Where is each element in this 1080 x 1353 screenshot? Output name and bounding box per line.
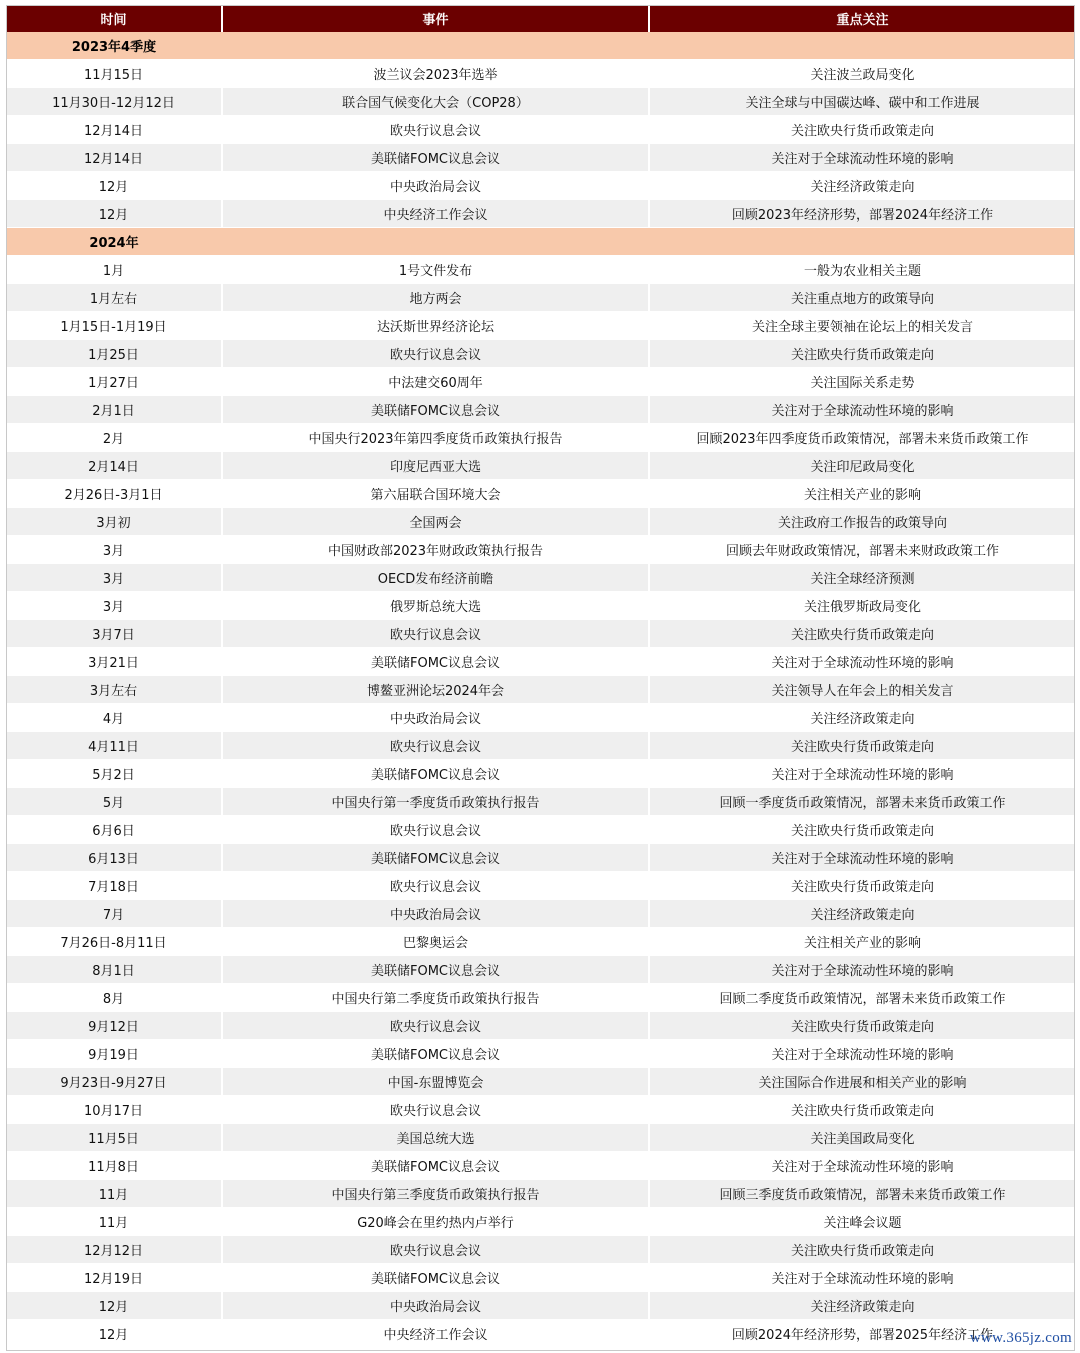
cell-event: 中央政治局会议 xyxy=(222,1292,649,1320)
section-label: 2023年4季度 xyxy=(6,32,222,60)
table-row xyxy=(6,620,1075,648)
cell-focus: 关注对于全球流动性环境的影响 xyxy=(649,144,1075,172)
cell-time: 3月7日 xyxy=(6,620,222,648)
table-row xyxy=(6,312,1075,340)
cell-time: 11月15日 xyxy=(6,60,222,88)
cell-event: 波兰议会2023年选举 xyxy=(222,60,649,88)
cell-event: 中法建交60周年 xyxy=(222,368,649,396)
cell-time: 11月 xyxy=(6,1180,222,1208)
table-row xyxy=(6,1096,1075,1124)
table-row xyxy=(6,732,1075,760)
cell-focus: 一般为农业相关主题 xyxy=(649,256,1075,284)
cell-time: 12月 xyxy=(6,1320,222,1348)
cell-event: 欧央行议息会议 xyxy=(222,872,649,900)
cell-focus: 关注经济政策走向 xyxy=(649,172,1075,200)
header-focus: 重点关注 xyxy=(649,5,1075,32)
cell-focus: 关注欧央行货币政策走向 xyxy=(649,116,1075,144)
section-empty-cell xyxy=(222,228,649,256)
cell-time: 5月 xyxy=(6,788,222,816)
section-empty-cell xyxy=(649,228,1075,256)
cell-focus: 关注对于全球流动性环境的影响 xyxy=(649,844,1075,872)
cell-focus: 关注欧央行货币政策走向 xyxy=(649,872,1075,900)
cell-event: 美联储FOMC议息会议 xyxy=(222,648,649,676)
table-row xyxy=(6,256,1075,284)
cell-event: 欧央行议息会议 xyxy=(222,620,649,648)
cell-event: 地方两会 xyxy=(222,284,649,312)
cell-focus: 回顾一季度货币政策情况，部署未来货币政策工作 xyxy=(649,788,1075,816)
cell-time: 8月1日 xyxy=(6,956,222,984)
cell-time: 1月15日-1月19日 xyxy=(6,312,222,340)
cell-event: 中国财政部2023年财政政策执行报告 xyxy=(222,536,649,564)
cell-focus: 关注相关产业的影响 xyxy=(649,480,1075,508)
table-row xyxy=(6,1152,1075,1180)
table-row xyxy=(6,872,1075,900)
table-row xyxy=(6,788,1075,816)
table-row xyxy=(6,1208,1075,1236)
cell-focus: 关注欧央行货币政策走向 xyxy=(649,340,1075,368)
cell-time: 3月 xyxy=(6,536,222,564)
table-row xyxy=(6,368,1075,396)
cell-time: 5月2日 xyxy=(6,760,222,788)
table-row xyxy=(6,1292,1075,1320)
section-label: 2024年 xyxy=(6,228,222,256)
cell-event: 达沃斯世界经济论坛 xyxy=(222,312,649,340)
cell-event: 欧央行议息会议 xyxy=(222,816,649,844)
cell-event: 欧央行议息会议 xyxy=(222,116,649,144)
cell-focus: 回顾2023年四季度货币政策情况，部署未来货币政策工作 xyxy=(649,424,1075,452)
cell-time: 3月左右 xyxy=(6,676,222,704)
event-calendar-table xyxy=(6,5,1075,1348)
cell-focus: 关注经济政策走向 xyxy=(649,704,1075,732)
cell-time: 3月 xyxy=(6,592,222,620)
cell-focus: 关注全球主要领袖在论坛上的相关发言 xyxy=(649,312,1075,340)
cell-focus: 回顾二季度货币政策情况，部署未来货币政策工作 xyxy=(649,984,1075,1012)
table-row xyxy=(6,1068,1075,1096)
cell-time: 3月 xyxy=(6,564,222,592)
section-row xyxy=(6,228,1075,256)
cell-focus: 回顾去年财政政策情况，部署未来财政政策工作 xyxy=(649,536,1075,564)
header-event: 事件 xyxy=(222,5,649,32)
cell-time: 12月12日 xyxy=(6,1236,222,1264)
cell-event: 中国央行第一季度货币政策执行报告 xyxy=(222,788,649,816)
cell-focus: 关注美国政局变化 xyxy=(649,1124,1075,1152)
cell-time: 10月17日 xyxy=(6,1096,222,1124)
cell-event: G20峰会在里约热内卢举行 xyxy=(222,1208,649,1236)
table-row xyxy=(6,760,1075,788)
table-row xyxy=(6,564,1075,592)
cell-focus: 关注对于全球流动性环境的影响 xyxy=(649,760,1075,788)
table-row xyxy=(6,844,1075,872)
cell-event: 中央经济工作会议 xyxy=(222,1320,649,1348)
cell-event: 欧央行议息会议 xyxy=(222,1236,649,1264)
cell-focus: 关注重点地方的政策导向 xyxy=(649,284,1075,312)
cell-event: 中国-东盟博览会 xyxy=(222,1068,649,1096)
cell-event: 美联储FOMC议息会议 xyxy=(222,1040,649,1068)
cell-event: 联合国气候变化大会（COP28） xyxy=(222,88,649,116)
header-row xyxy=(6,5,1075,32)
cell-focus: 关注峰会议题 xyxy=(649,1208,1075,1236)
cell-event: 美联储FOMC议息会议 xyxy=(222,1264,649,1292)
cell-event: 欧央行议息会议 xyxy=(222,732,649,760)
cell-time: 11月8日 xyxy=(6,1152,222,1180)
table-row xyxy=(6,1124,1075,1152)
section-empty-cell xyxy=(649,32,1075,60)
table-row xyxy=(6,452,1075,480)
cell-focus: 关注领导人在年会上的相关发言 xyxy=(649,676,1075,704)
cell-event: 第六届联合国环境大会 xyxy=(222,480,649,508)
cell-time: 9月23日-9月27日 xyxy=(6,1068,222,1096)
cell-event: 美联储FOMC议息会议 xyxy=(222,144,649,172)
cell-event: 欧央行议息会议 xyxy=(222,1012,649,1040)
cell-time: 12月14日 xyxy=(6,116,222,144)
table-row xyxy=(6,536,1075,564)
cell-event: 中国央行2023年第四季度货币政策执行报告 xyxy=(222,424,649,452)
cell-focus: 关注欧央行货币政策走向 xyxy=(649,620,1075,648)
cell-focus: 关注对于全球流动性环境的影响 xyxy=(649,1040,1075,1068)
cell-time: 2月26日-3月1日 xyxy=(6,480,222,508)
cell-focus: 关注对于全球流动性环境的影响 xyxy=(649,956,1075,984)
cell-time: 2月1日 xyxy=(6,396,222,424)
cell-time: 12月14日 xyxy=(6,144,222,172)
table-row xyxy=(6,1264,1075,1292)
watermark: www.365jz.com xyxy=(969,1330,1072,1346)
cell-time: 1月左右 xyxy=(6,284,222,312)
cell-event: 1号文件发布 xyxy=(222,256,649,284)
cell-focus: 关注欧央行货币政策走向 xyxy=(649,1236,1075,1264)
cell-event: 美国总统大选 xyxy=(222,1124,649,1152)
table-row xyxy=(6,984,1075,1012)
table-row xyxy=(6,284,1075,312)
table-row xyxy=(6,592,1075,620)
cell-time: 1月27日 xyxy=(6,368,222,396)
table-row xyxy=(6,1040,1075,1068)
cell-event: 中国央行第三季度货币政策执行报告 xyxy=(222,1180,649,1208)
cell-time: 6月13日 xyxy=(6,844,222,872)
cell-time: 3月初 xyxy=(6,508,222,536)
cell-focus: 关注全球与中国碳达峰、碳中和工作进展 xyxy=(649,88,1075,116)
section-row xyxy=(6,32,1075,60)
cell-focus: 关注国际关系走势 xyxy=(649,368,1075,396)
cell-focus: 关注经济政策走向 xyxy=(649,1292,1075,1320)
header-time: 时间 xyxy=(6,5,222,32)
table-row xyxy=(6,1180,1075,1208)
table-row xyxy=(6,424,1075,452)
table-row xyxy=(6,144,1075,172)
table-row xyxy=(6,676,1075,704)
cell-focus: 关注欧央行货币政策走向 xyxy=(649,816,1075,844)
table-row xyxy=(6,88,1075,116)
cell-time: 6月6日 xyxy=(6,816,222,844)
cell-event: 美联储FOMC议息会议 xyxy=(222,760,649,788)
cell-focus: 关注波兰政局变化 xyxy=(649,60,1075,88)
cell-event: 美联储FOMC议息会议 xyxy=(222,1152,649,1180)
cell-focus: 关注全球经济预测 xyxy=(649,564,1075,592)
cell-focus: 回顾2023年经济形势，部署2024年经济工作 xyxy=(649,200,1075,228)
cell-event: 美联储FOMC议息会议 xyxy=(222,844,649,872)
cell-event: 巴黎奥运会 xyxy=(222,928,649,956)
table-row xyxy=(6,1320,1075,1348)
cell-time: 7月26日-8月11日 xyxy=(6,928,222,956)
cell-focus: 关注政府工作报告的政策导向 xyxy=(649,508,1075,536)
section-empty-cell xyxy=(222,32,649,60)
cell-event: 欧央行议息会议 xyxy=(222,340,649,368)
table-row xyxy=(6,956,1075,984)
table-row xyxy=(6,900,1075,928)
cell-time: 12月19日 xyxy=(6,1264,222,1292)
cell-event: 博鳌亚洲论坛2024年会 xyxy=(222,676,649,704)
cell-time: 7月 xyxy=(6,900,222,928)
cell-event: 中央经济工作会议 xyxy=(222,200,649,228)
table-row xyxy=(6,1012,1075,1040)
cell-focus: 关注印尼政局变化 xyxy=(649,452,1075,480)
cell-focus: 关注对于全球流动性环境的影响 xyxy=(649,1152,1075,1180)
cell-event: 印度尼西亚大选 xyxy=(222,452,649,480)
cell-time: 12月 xyxy=(6,172,222,200)
table-row xyxy=(6,200,1075,228)
cell-event: 全国两会 xyxy=(222,508,649,536)
cell-event: 中央政治局会议 xyxy=(222,900,649,928)
cell-time: 1月 xyxy=(6,256,222,284)
cell-focus: 关注对于全球流动性环境的影响 xyxy=(649,648,1075,676)
cell-focus: 关注相关产业的影响 xyxy=(649,928,1075,956)
table-row xyxy=(6,172,1075,200)
cell-time: 9月12日 xyxy=(6,1012,222,1040)
cell-focus: 关注经济政策走向 xyxy=(649,900,1075,928)
table-row xyxy=(6,116,1075,144)
cell-time: 4月 xyxy=(6,704,222,732)
cell-time: 11月5日 xyxy=(6,1124,222,1152)
cell-event: 欧央行议息会议 xyxy=(222,1096,649,1124)
cell-time: 3月21日 xyxy=(6,648,222,676)
cell-event: 俄罗斯总统大选 xyxy=(222,592,649,620)
table-row xyxy=(6,508,1075,536)
cell-focus: 回顾三季度货币政策情况，部署未来货币政策工作 xyxy=(649,1180,1075,1208)
cell-time: 11月 xyxy=(6,1208,222,1236)
cell-focus: 回顾2024年经济形势，部署2025年经济工作 xyxy=(649,1320,1075,1348)
table-row xyxy=(6,816,1075,844)
cell-focus: 关注俄罗斯政局变化 xyxy=(649,592,1075,620)
cell-time: 2月 xyxy=(6,424,222,452)
cell-time: 12月 xyxy=(6,200,222,228)
cell-event: 中央政治局会议 xyxy=(222,172,649,200)
table-row xyxy=(6,340,1075,368)
cell-focus: 关注对于全球流动性环境的影响 xyxy=(649,396,1075,424)
cell-event: 美联储FOMC议息会议 xyxy=(222,956,649,984)
cell-time: 1月25日 xyxy=(6,340,222,368)
cell-focus: 关注欧央行货币政策走向 xyxy=(649,732,1075,760)
cell-time: 9月19日 xyxy=(6,1040,222,1068)
cell-focus: 关注欧央行货币政策走向 xyxy=(649,1096,1075,1124)
table-row xyxy=(6,60,1075,88)
cell-event: 美联储FOMC议息会议 xyxy=(222,396,649,424)
cell-focus: 关注国际合作进展和相关产业的影响 xyxy=(649,1068,1075,1096)
table-row xyxy=(6,704,1075,732)
table-row xyxy=(6,1236,1075,1264)
cell-time: 8月 xyxy=(6,984,222,1012)
cell-time: 4月11日 xyxy=(6,732,222,760)
cell-focus: 关注欧央行货币政策走向 xyxy=(649,1012,1075,1040)
cell-event: 中国央行第二季度货币政策执行报告 xyxy=(222,984,649,1012)
table-row xyxy=(6,648,1075,676)
table-row xyxy=(6,480,1075,508)
cell-event: 中央政治局会议 xyxy=(222,704,649,732)
cell-focus: 关注对于全球流动性环境的影响 xyxy=(649,1264,1075,1292)
table-row xyxy=(6,396,1075,424)
cell-time: 2月14日 xyxy=(6,452,222,480)
cell-time: 7月18日 xyxy=(6,872,222,900)
cell-event: OECD发布经济前瞻 xyxy=(222,564,649,592)
cell-time: 12月 xyxy=(6,1292,222,1320)
cell-time: 11月30日-12月12日 xyxy=(6,88,222,116)
table-row xyxy=(6,928,1075,956)
